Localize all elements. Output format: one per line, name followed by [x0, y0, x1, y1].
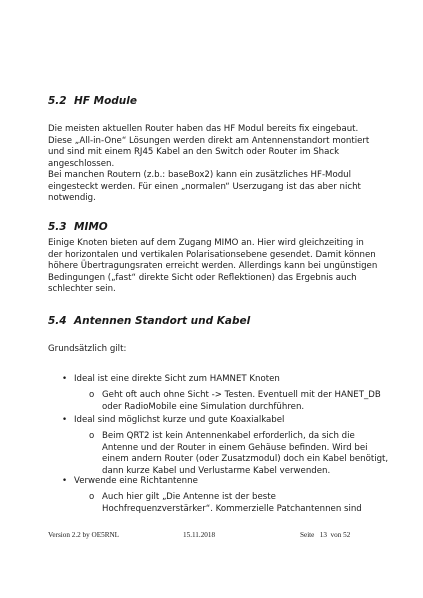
paragraph-grundsaetzlich: Grundsätzlich gilt:: [48, 344, 127, 354]
list-item-text: Ideal sind möglichst kurze und gute Koaxialkabel: [74, 415, 285, 425]
sub-list-item-text: Beim QRT2 ist kein Antennenkabel erforderlich, da sich die Antenne und der Router in einem Gehäuse befinden. Wird bei einem andern Router (oder Zusatzmodul) doch ein Kabel benötigt, dann kurze Kabel und Verlustarme Kabel verwenden.: [102, 431, 389, 476]
paragraph-hf-module-2: Bei manchen Routern (z.b.: baseBox2) kann ein zusätzliches HF-Modul eingesteckt werden. Für einen „normalen“ Userzugang ist das aber nicht notwendig.: [48, 170, 361, 204]
bullet-dot-icon: •: [62, 476, 68, 486]
sub-list-item-text: Geht oft auch ohne Sicht -> Testen. Eventuell mit der HANET_DB oder RadioMobile eine Simulation durchführen.: [102, 390, 381, 412]
bullet-circle-icon: o: [89, 492, 95, 502]
list-item-text: Verwende eine Richtantenne: [74, 476, 198, 486]
paragraph-mimo: Einige Knoten bieten auf dem Zugang MIMO an. Hier wird gleichzeiting in der horizontalen und vertikalen Polarisationsebene gesendet. Damit können höhere Übertragungsraten erreicht werden. Allerdings kann bei ungünstigen Bedingungen („fast“ direkte Sicht oder Reflektionen) das Ergebnis auch schlechter sein.: [48, 238, 378, 295]
list-item-text: Ideal ist eine direkte Sicht zum HAMNET Knoten: [74, 374, 280, 384]
bullet-dot-icon: •: [62, 415, 68, 425]
bullet-dot-icon: •: [62, 374, 68, 384]
sub-list-item-text: Auch hier gilt „Die Antenne ist der beste Hochfrequenzverstärker“. Kommerzielle Patchantennen sind: [102, 492, 362, 514]
footer-of-label: von: [330, 531, 342, 539]
section-title: HF Module: [74, 95, 137, 107]
footer-total-pages: 52: [343, 531, 351, 539]
section-number: 5.3: [48, 221, 67, 233]
footer-page-label: Seite: [300, 531, 315, 539]
bullet-circle-icon: o: [89, 390, 95, 400]
footer-version: Version 2.2 by OE5RNL: [48, 531, 120, 539]
section-title: Antennen Standort und Kabel: [74, 315, 251, 327]
section-heading-5-3: [48, 221, 108, 233]
footer-page-number: 13: [319, 531, 327, 539]
section-title: MIMO: [74, 221, 108, 233]
paragraph-hf-module-1: Die meisten aktuellen Router haben das HF Modul bereits fix eingebaut. Diese „All-in-One“ Lösungen werden direkt am Antennenstandort montiert und sind mit einem RJ45 Kabel an den Switch oder Router im Shack angeschlossen.: [48, 124, 370, 169]
footer-date: 15.11.2018: [183, 531, 216, 539]
section-heading-5-2: [48, 95, 137, 107]
footer-page-info: [300, 531, 350, 539]
section-number: 5.2: [48, 95, 67, 107]
bullet-circle-icon: o: [89, 431, 95, 441]
section-heading-5-4: [48, 315, 250, 327]
section-number: 5.4: [48, 315, 67, 327]
